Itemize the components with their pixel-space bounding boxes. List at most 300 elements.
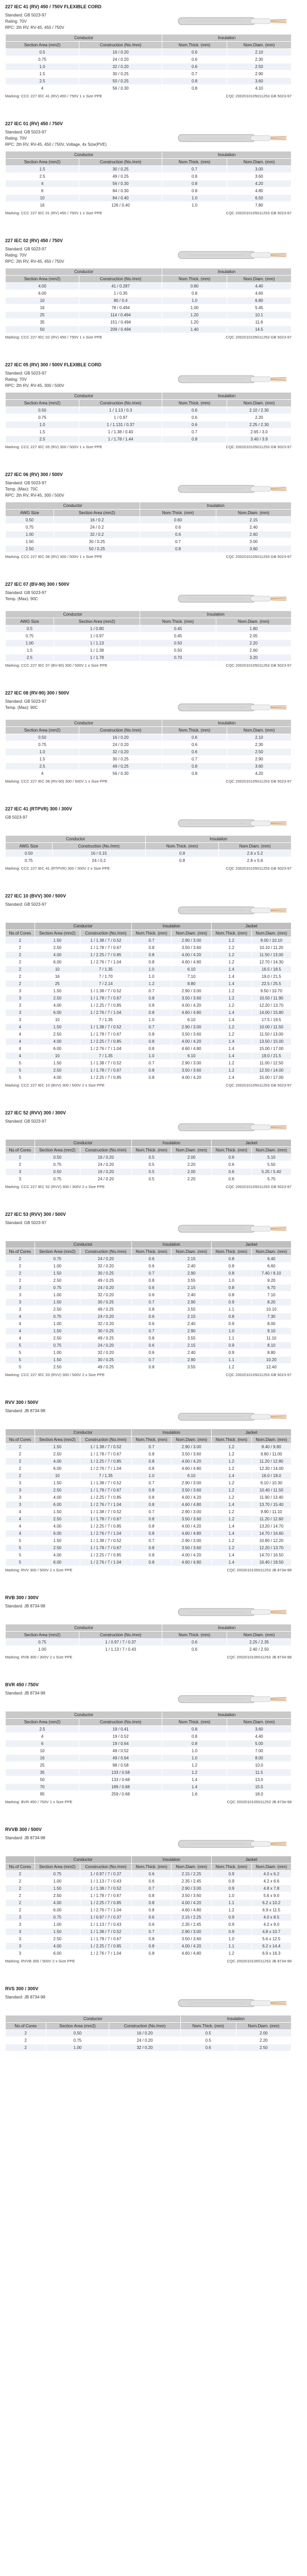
table-row	[6, 1494, 292, 1501]
table-cell: 25	[6, 312, 79, 319]
table-cell: 3.55	[172, 1335, 211, 1342]
table-cell: 95	[6, 1791, 79, 1798]
table-row	[6, 1335, 292, 1342]
column-header: No.of Cores	[6, 1147, 35, 1154]
table-cell: 0.5	[131, 1168, 172, 1176]
table-cell: 0.8	[131, 1516, 172, 1523]
table-cell: 1.4	[211, 1053, 251, 1060]
table-cell: 1.4	[211, 966, 251, 973]
section-title: 227 IEC 02 (RV) 450 / 750V	[5, 238, 63, 243]
table-cell: 4.00	[35, 1074, 80, 1081]
table-cell: 19.0 / 21.5	[251, 1053, 291, 1060]
table-row	[6, 414, 292, 421]
table-cell: 4.00 / 4.20	[172, 1943, 211, 1950]
table-cell: 12.40	[251, 1364, 291, 1371]
marking-line	[5, 1800, 292, 1804]
table-cell: 2.00	[236, 2030, 291, 2037]
table-cell: 0.6	[162, 734, 227, 741]
table-cell: 4	[6, 1045, 35, 1053]
table-cell: 0.6	[131, 1921, 172, 1928]
table-cell: 3	[6, 1292, 35, 1299]
table-cell: 1.4	[162, 1784, 227, 1791]
column-header: Section Area (mm2)	[6, 42, 79, 49]
spec-table-wide	[5, 1139, 292, 1183]
table-cell: 1.20	[162, 312, 227, 319]
table-cell: 1 / 1.78 / 7 / 0.67	[80, 1451, 132, 1458]
table-cell: 0.70	[140, 654, 216, 662]
section-title: 227 IEC 06 (RV) 300 / 500V	[5, 472, 63, 477]
table-row	[6, 56, 292, 63]
table-cell: 1.6	[162, 1791, 227, 1798]
table-row	[6, 1161, 292, 1168]
table-cell: 1.2	[211, 1494, 251, 1501]
table-cell: 70	[6, 1784, 79, 1791]
table-cell: 4.00	[35, 1002, 80, 1009]
column-header: Nom.Diam. (mm)	[251, 1863, 291, 1871]
table-row	[6, 1284, 292, 1292]
header-group: Insulation	[131, 1429, 211, 1436]
table-cell: 10	[6, 1748, 79, 1755]
table-cell: 1.5	[6, 647, 54, 654]
column-header: Section Area (mm2)	[35, 1248, 80, 1256]
section-intro-text	[5, 1220, 46, 1226]
table-cell: 5.70	[251, 1176, 291, 1183]
table-cell: 5	[6, 1067, 35, 1074]
table-cell: 1.2	[211, 1364, 251, 1371]
spec-extra: RPC: 2th RV, RV-45, 450 / 750V	[5, 259, 64, 264]
table-cell: 2.50	[35, 1277, 80, 1284]
table-cell: 2	[6, 1256, 35, 1263]
table-cell: 3	[6, 1009, 35, 1016]
table-cell: 0.6	[131, 1871, 172, 1878]
column-header: Nom.Thick. (mm)	[180, 2023, 236, 2030]
table-cell: 1 / 1.78 / 7 / 0.67	[80, 1545, 132, 1552]
table-cell: 3.60	[216, 546, 291, 553]
section-intro-text	[5, 902, 46, 908]
table-cell: 41 / 0.287	[79, 283, 162, 290]
table-cell: 1.4	[211, 1472, 251, 1480]
table-row	[6, 2030, 292, 2037]
table-cell: 2.90 / 3.00	[172, 1060, 211, 1067]
header-group-insulation: Insulation	[140, 502, 292, 510]
table-cell: 24 / 0.20	[79, 741, 162, 749]
table-row	[6, 1776, 292, 1784]
table-row	[6, 1885, 292, 1892]
section-intro-text	[5, 370, 64, 389]
table-cell: 0.6	[140, 524, 216, 531]
table-row	[6, 524, 292, 531]
marking-line	[5, 1083, 292, 1088]
table-cell: 0.8	[131, 1002, 172, 1009]
table-cell: 6.40	[251, 1256, 291, 1263]
table-cell: 0.75	[35, 1914, 80, 1921]
section-title: 227 IEC 52 (RVV) 300 / 300V	[5, 1110, 66, 1115]
table-cell: 1.2	[211, 988, 251, 995]
spec-standard: Standard: JB 8734-98	[5, 1604, 45, 1608]
table-cell: 2.50	[35, 944, 80, 952]
table-cell: 24 / 0.20	[80, 1161, 132, 1168]
table-cell: 9.50 / 10.70	[251, 988, 291, 995]
spec-table	[5, 34, 292, 92]
spec-table	[5, 151, 292, 209]
table-cell: 11.10	[251, 1335, 291, 1342]
table-cell: 4	[6, 1530, 35, 1537]
table-cell: 0.75	[6, 524, 54, 531]
table-cell: 0.50	[6, 850, 53, 857]
table-cell: 4.10	[227, 85, 291, 92]
header-group-insulation: Insulation	[162, 1711, 292, 1719]
table-row	[6, 195, 292, 202]
table-cell: 0.8	[211, 1263, 251, 1270]
table-cell: 1.5	[6, 429, 79, 436]
table-cell: 0.75	[35, 1284, 80, 1292]
table-cell: 4	[6, 1516, 35, 1523]
table-cell: 16 / 0.15	[52, 850, 146, 857]
column-header: Section Area (mm2)	[35, 1863, 80, 1871]
table-cell: 0.6	[131, 1256, 172, 1263]
table-cell: 24 / 0.20	[80, 1256, 132, 1263]
column-header: Nom.Diam. (mm)	[172, 1436, 211, 1444]
table-cell: 4	[6, 1053, 35, 1060]
table-cell: 0.9	[211, 1299, 251, 1306]
table-cell: 0.5	[6, 49, 79, 56]
table-row	[6, 1726, 292, 1733]
table-cell: 12.20 / 13.70	[251, 1002, 291, 1009]
table-cell: 133 / 0.58	[79, 1769, 162, 1776]
column-header: Nom.Diam. (mm)	[251, 1147, 291, 1154]
table-cell: 4.00 / 4.20	[172, 952, 211, 959]
table-cell: 5.45	[227, 304, 291, 312]
table-cell: 1 / 2.76 / 7 / 1.04	[80, 1950, 132, 1957]
table-row	[6, 429, 292, 436]
table-cell: 11.00 / 12.50	[251, 1060, 291, 1067]
table-cell: 2.25 / 2.30	[227, 421, 291, 429]
table-row	[6, 1444, 292, 1451]
table-cell: 5	[6, 1559, 35, 1566]
table-cell: 1.2	[211, 937, 251, 944]
table-cell: 1.2	[211, 1509, 251, 1516]
table-cell: 4.60 / 4.80	[172, 1907, 211, 1914]
column-header: Construction (No./mm)	[109, 2023, 180, 2030]
table-row	[6, 85, 292, 92]
table-row	[6, 850, 292, 857]
column-header: Section Area (mm2)	[54, 618, 140, 625]
table-cell: 4.00 / 4.20	[172, 1900, 211, 1907]
table-cell: 1.4	[211, 1523, 251, 1530]
table-cell: 6.00	[35, 1009, 80, 1016]
spec-standard: Standard: GB 5023-97	[5, 902, 47, 907]
table-cell: 2.50	[35, 995, 80, 1002]
table-cell: 0.9	[211, 1885, 251, 1892]
table-cell: 9.00 / 10.10	[251, 937, 291, 944]
column-header: No.of Cores	[6, 1436, 35, 1444]
table-cell: 4.00	[35, 1494, 80, 1501]
certification-code: CQC 2002010105011253 GB 5023-97	[226, 1083, 292, 1088]
table-cell: 1 / 1.13 / 7 / 0.43	[80, 1921, 132, 1928]
table-row	[6, 1016, 292, 1024]
table-cell: 7 / 1.35	[80, 1472, 132, 1480]
table-cell: 1 / 1.78 / 1.44	[79, 436, 162, 443]
table-cell: 0.8	[131, 1045, 172, 1053]
table-cell: 0.8	[131, 1031, 172, 1038]
table-cell: 1.0	[211, 1892, 251, 1900]
product-section	[5, 1682, 292, 1804]
header-group: Jacket	[211, 923, 291, 930]
table-cell: 1 / 2.76 / 7 / 1.04	[80, 1501, 132, 1509]
table-cell: 11.6	[227, 319, 291, 326]
table-cell: 2.5	[6, 436, 79, 443]
table-cell: 16 / 0.20	[109, 2030, 180, 2037]
table-row	[6, 1559, 292, 1566]
cable-illustration-icon	[173, 1603, 292, 1621]
table-row	[6, 1328, 292, 1335]
table-cell: 0.8	[162, 1740, 227, 1748]
spec-standard: Standard: JB 8734-98	[5, 1836, 45, 1840]
column-header: Nom.Thick. (mm)	[162, 1632, 227, 1639]
table-cell: 4	[6, 1313, 35, 1320]
column-header: Construction (No./mm)	[79, 727, 162, 734]
column-header: Nom.Diam. (mm)	[216, 618, 291, 625]
marking-text: Marking: CCC 227 IEC 07 (BV-90) 300 / 500V 1 x Size PPE	[5, 663, 108, 668]
column-header: Nom.Thick. (mm)	[131, 1248, 172, 1256]
column-header: Nom.Diam. (mm)	[172, 1248, 211, 1256]
column-header: Section Area (mm2)	[6, 1632, 79, 1639]
table-cell: 7 / 1.70	[80, 973, 132, 980]
table-cell: 7.10	[172, 973, 211, 980]
table-cell: 2.50	[35, 1487, 80, 1494]
column-header: Section Area (mm2)	[6, 400, 79, 407]
table-cell: 3	[6, 1016, 35, 1024]
table-cell: 0.8	[162, 173, 227, 180]
table-row	[6, 654, 292, 662]
table-cell: 1.4	[162, 1776, 227, 1784]
table-cell: 1 / 2.76 / 7 / 1.04	[80, 1465, 132, 1472]
table-cell: 9.10	[251, 1328, 291, 1335]
table-cell: 3.50 / 3.60	[172, 1451, 211, 1458]
table-cell: 1.2	[211, 959, 251, 966]
table-row	[6, 1516, 292, 1523]
table-cell: 24 / 0.2	[52, 857, 146, 865]
table-cell: 15.5	[227, 1784, 291, 1791]
section-title: 227 IEC 01 (RV) 450 / 750V	[5, 121, 63, 126]
table-cell: 0.50	[6, 407, 79, 414]
table-row	[6, 1914, 292, 1921]
table-cell: 32 / 0.20	[79, 63, 162, 71]
table-cell: 4.8 x 7.8	[251, 1885, 291, 1892]
table-cell: 3.50 / 3.60	[172, 1516, 211, 1523]
table-cell: 2.90 / 3.00	[172, 1537, 211, 1545]
section-title: RVB 300 / 300V	[5, 1595, 39, 1600]
table-cell: 2.15	[172, 1342, 211, 1349]
table-cell: 0.6	[131, 1878, 172, 1885]
table-cell: 0.8	[162, 180, 227, 188]
section-intro	[5, 902, 292, 919]
table-cell: 3.50 / 3.60	[172, 1892, 211, 1900]
table-cell: 1 / 2.25 / 7 / 0.85	[80, 1494, 132, 1501]
table-cell: 2	[6, 1878, 35, 1885]
table-cell: 1 / 0.80	[54, 625, 140, 633]
table-row	[6, 973, 292, 980]
section-intro	[5, 129, 292, 148]
table-cell: 10	[35, 1016, 80, 1024]
table-row	[6, 1060, 292, 1067]
table-cell: 1 / 1.38 / 7 / 0.52	[80, 1480, 132, 1487]
table-row	[6, 319, 292, 326]
table-cell: 151 / 0.494	[79, 319, 162, 326]
table-cell: 1.2	[211, 1067, 251, 1074]
table-cell: 1.50	[35, 1060, 80, 1067]
table-cell: 15.00 / 17.00	[251, 1074, 291, 1081]
table-cell: 0.8	[211, 1313, 251, 1320]
table-cell: 1 / 1.78 / 7 / 0.67	[80, 1031, 132, 1038]
table-cell: 10.0	[227, 1762, 291, 1769]
column-header: Nom.Diam. (mm)	[227, 727, 291, 734]
table-row	[6, 1523, 292, 1530]
table-cell: 0.6	[162, 414, 227, 421]
spec-standard: Standard: GB 5023-97	[5, 699, 47, 704]
table-cell: 11.90 / 13.40	[251, 1494, 291, 1501]
table-cell: 4.00	[35, 1943, 80, 1950]
table-cell: 0.8	[131, 1067, 172, 1074]
table-cell: 2.40	[216, 524, 291, 531]
table-cell: 1 / 1.13	[54, 640, 140, 647]
table-cell: 0.8	[131, 1487, 172, 1494]
section-title: 227 IEC 10 (BVV) 300 / 500V	[5, 893, 66, 899]
table-cell: 2.20	[216, 640, 291, 647]
section-intro	[5, 1603, 292, 1621]
table-cell: 1.0	[162, 195, 227, 202]
cable-illustration-icon	[173, 1835, 292, 1853]
spec-standard: Standard: GB 5023-97	[5, 481, 47, 485]
table-cell: 12.30 / 14.00	[251, 1465, 291, 1472]
table-cell: 0.50	[6, 517, 54, 524]
table-cell: 0.6	[211, 1154, 251, 1161]
table-cell: 0.7	[140, 538, 216, 546]
table-row	[6, 980, 292, 988]
spec-standard: Standard: GB 5023-97	[5, 1119, 47, 1124]
table-cell: 2.90 / 3.00	[172, 1444, 211, 1451]
table-cell: 0.6	[162, 63, 227, 71]
table-cell: 14.70 / 16.60	[251, 1530, 291, 1537]
table-cell: 1 / 1.38 / 7 / 0.52	[80, 1885, 132, 1892]
table-cell: 2.40	[172, 1263, 211, 1270]
table-cell: 13.70 / 15.40	[251, 1501, 291, 1509]
header-group-insulation: Insulation	[162, 1624, 292, 1632]
table-cell: 1.4	[211, 1559, 251, 1566]
spec-rating: Rating: 70V	[5, 253, 27, 258]
table-cell: 2	[6, 1892, 35, 1900]
table-cell: 2	[6, 2037, 46, 2044]
table-cell: 10	[35, 1472, 80, 1480]
table-cell: 0.7	[131, 1060, 172, 1067]
section-title: 227 IEC 08 (RV-90) 300 / 500V	[5, 690, 70, 696]
table-cell: 6.9 x 11.5	[251, 1907, 291, 1914]
table-row	[6, 763, 292, 770]
table-cell: 32 / 0.20	[80, 1292, 132, 1299]
table-row	[6, 1907, 292, 1914]
column-header: No.of Cores	[6, 1248, 35, 1256]
table-cell: 1.2	[211, 1537, 251, 1545]
table-cell: 1.4	[211, 1045, 251, 1053]
spec-extra: RPC: 2th RV, RV-45, 300 / 500V	[5, 383, 64, 388]
table-cell: 4	[6, 1523, 35, 1530]
column-header: Section Area (mm2)	[6, 159, 79, 166]
table-cell: 16 / 0.20	[80, 1154, 132, 1161]
table-cell: 2	[6, 952, 35, 959]
table-row	[6, 180, 292, 188]
table-cell: 0.8	[131, 1907, 172, 1914]
table-cell: 2.5	[6, 78, 79, 85]
table-cell: 2.40	[172, 1320, 211, 1328]
table-cell: 0.6	[162, 741, 227, 749]
table-cell: 4.00 / 4.20	[172, 1552, 211, 1559]
table-cell: 0.5	[131, 1176, 172, 1183]
table-cell: 30 / 0.25	[79, 756, 162, 763]
column-header: Nom.Diam. (mm)	[251, 1436, 291, 1444]
table-row	[6, 1364, 292, 1371]
table-row	[6, 1791, 292, 1798]
table-cell: 6.00	[35, 1907, 80, 1914]
cable-illustration-icon	[173, 699, 292, 716]
table-cell: 4.0 x 6.2	[251, 1871, 291, 1878]
table-row	[6, 1320, 292, 1328]
table-cell: 2.15 / 2.25	[172, 1914, 211, 1921]
column-header: Section Area (mm2)	[35, 930, 80, 937]
table-cell: 1.20	[162, 319, 227, 326]
product-section	[5, 806, 292, 871]
table-cell: 2	[6, 1277, 35, 1284]
table-cell: 1.00	[35, 1263, 80, 1270]
table-cell: 1 / 0.97 / 7 / 0.37	[79, 1639, 162, 1646]
table-row	[6, 988, 292, 995]
table-cell: 2	[6, 1458, 35, 1465]
table-cell: 2.50	[35, 1936, 80, 1943]
table-row	[6, 734, 292, 741]
column-header: Nom.Thick. (mm)	[211, 1147, 251, 1154]
spec-extra: RPC: 2th RV, RV-45, 300 / 500V	[5, 493, 64, 498]
table-cell: 0.8	[146, 850, 219, 857]
table-cell: 4.00 / 4.20	[172, 1002, 211, 1009]
header-group: Jacket	[211, 1856, 291, 1863]
table-cell: 1 / 1.78 / 7 / 0.67	[80, 1487, 132, 1494]
table-cell: 3	[6, 1299, 35, 1306]
table-cell: 1.1	[211, 1335, 251, 1342]
table-cell: 1 / 1.13 / 0.3	[79, 407, 162, 414]
spec-table	[5, 502, 292, 553]
table-cell: 3	[6, 1921, 35, 1928]
table-cell: 1 / 2.25 / 7 / 0.85	[80, 1900, 132, 1907]
table-cell: 0.9	[211, 1320, 251, 1328]
spec-table-wide	[5, 1429, 292, 1566]
table-cell: 3	[6, 1002, 35, 1009]
table-cell: 4	[6, 1320, 35, 1328]
table-cell: 1.2	[211, 1458, 251, 1465]
table-cell: 0.5	[6, 625, 54, 633]
column-header: Construction (No./mm)	[80, 1436, 132, 1444]
column-header: Construction (No./mm)	[52, 843, 146, 850]
cable-illustration-icon	[173, 1994, 292, 2012]
header-group: Jacket	[211, 1429, 291, 1436]
table-cell: 6.00	[35, 1045, 80, 1053]
table-cell: 0.8	[131, 1501, 172, 1509]
section-intro-text	[5, 129, 107, 148]
table-cell: 0.8	[162, 436, 227, 443]
header-group-conductor: Conductor	[6, 268, 162, 276]
table-cell: 12.20 / 13.70	[251, 1545, 291, 1552]
table-cell: 5	[6, 1060, 35, 1067]
table-cell: 2	[6, 1154, 35, 1161]
table-cell: 0.8	[131, 959, 172, 966]
